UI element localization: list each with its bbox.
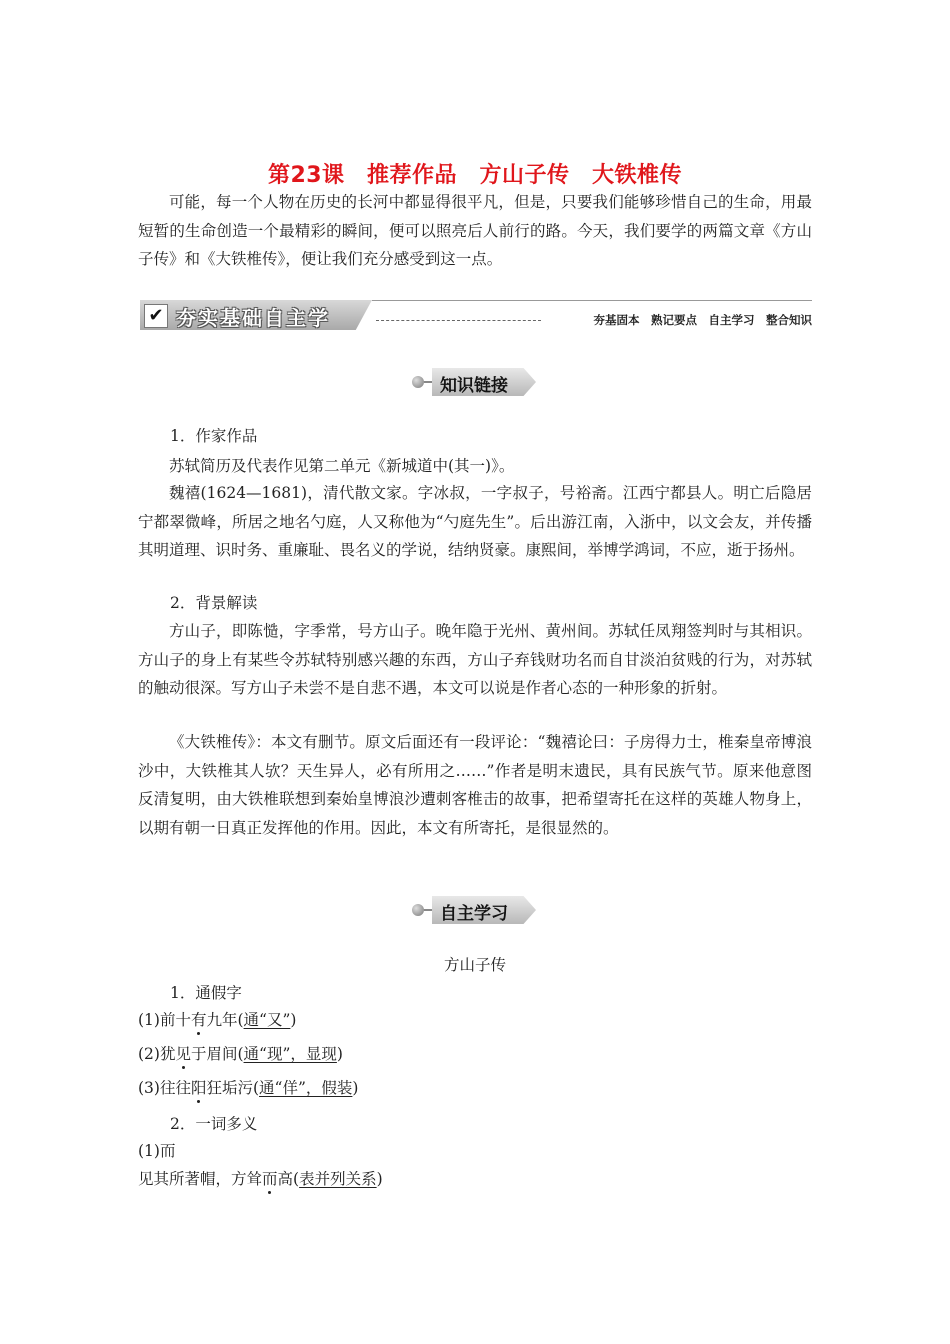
banner-tags: 夯基固本 熟记要点 自主学习 整合知识 xyxy=(593,313,812,327)
paragraph: 魏禧(1624—1681)，清代散文家。字冰叔，一字叔子，号裕斋。江西宁都县人。明亡后隐居宁都翠微峰，所居之地名勺庭，人又称他为“勺庭先生”。后出游江南，入浙中，以文会友，并传播其明道理、识时务、重廉耻、畏名义的学说，结纳贤豪。康熙间，举博学鸿词，不应，逝于扬州。 xyxy=(138,484,812,559)
example-line: (3)往往阳狂垢污(通“佯”，假装) xyxy=(138,1079,359,1097)
section-tag-self-study xyxy=(412,896,536,924)
banner-title: 夯实基础自主学 xyxy=(176,306,330,330)
item-heading: 2．一词多义 xyxy=(170,1115,258,1133)
item-heading: 1．作家作品 xyxy=(170,427,258,445)
example-line: 见其所著帽，方耸而高(表并列关系) xyxy=(138,1170,383,1188)
banner-dash-line xyxy=(376,320,541,321)
intro-paragraph: 可能，每一个人物在历史的长河中都显得很平凡，但是，只要我们能够珍惜自己的生命，用最短暂的生命创造一个最精彩的瞬间，便可以照亮后人前行的路。今天，我们要学的两篇文章《方山子传》和《大铁椎传》，便让我们充分感受到这一点。 xyxy=(138,193,812,268)
check-icon: ✔ xyxy=(144,304,168,328)
section-label: 知识链接 xyxy=(440,376,508,396)
bullet-icon xyxy=(412,904,424,916)
page-title: 第23课 推荐作品 方山子传 大铁椎传 xyxy=(267,163,683,188)
section-tag-knowledge xyxy=(412,368,536,396)
section-banner xyxy=(140,300,812,334)
paragraph: 苏轼简历及代表作见第二单元《新城道中(其一)》。 xyxy=(169,457,515,475)
sub-heading: (1)而 xyxy=(138,1142,176,1160)
item-heading: 2．背景解读 xyxy=(170,594,258,612)
section-label: 自主学习 xyxy=(440,904,508,924)
item-heading: 1．通假字 xyxy=(170,984,242,1002)
subtitle: 方山子传 xyxy=(443,956,506,974)
example-line: (2)犹见于眉间(通“现”，显现) xyxy=(138,1045,343,1063)
paragraph: 方山子，即陈慥，字季常，号方山子。晚年隐于光州、黄州间。苏轼任凤翔签判时与其相识。方山子的身上有某些令苏轼特别感兴趣的东西，方山子弃钱财功名而自甘淡泊贫贱的行为，对苏轼的触动很深。写方山子未尝不是自悲不遇，本文可以说是作者心态的一种形象的折射。 xyxy=(138,622,812,697)
example-line: (1)前十有九年(通“又”) xyxy=(138,1011,297,1029)
banner-divider xyxy=(372,300,812,301)
bullet-icon xyxy=(412,376,424,388)
paragraph: 《大铁椎传》：本文有删节。原文后面还有一段评论：“魏禧论曰：子房得力士，椎秦皇帝博浪沙中，大铁椎其人欤？天生异人，必有所用之……”作者是明末遗民，具有民族气节。原来他意图反清复明，由大铁椎联想到秦始皇博浪沙遭刺客椎击的故事，把希望寄托在这样的英雄人物身上，以期有朝一日真正发挥他的作用。因此，本文有所寄托，是很显然的。 xyxy=(138,733,812,837)
